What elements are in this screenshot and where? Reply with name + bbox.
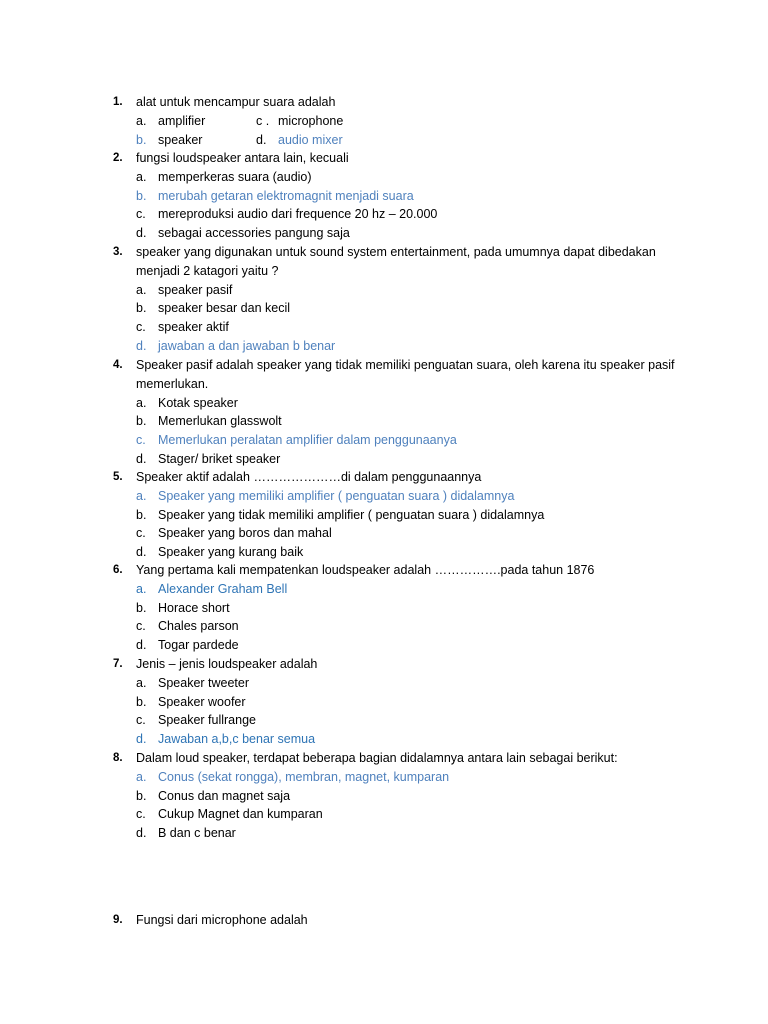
question-6: [113, 561, 678, 655]
question-1: [113, 93, 678, 149]
correct-option: [113, 187, 678, 206]
option-letter: a.: [136, 282, 147, 297]
option: [113, 299, 678, 318]
option-letter: a.: [136, 675, 147, 690]
option-text: speaker besar dan kecil: [158, 301, 291, 316]
option-row: [113, 131, 678, 150]
option: [113, 524, 678, 543]
option-text: microphone: [278, 113, 344, 128]
option-text: memperkeras suara (audio): [158, 169, 312, 184]
option: [113, 617, 678, 636]
option-text: speaker: [158, 132, 203, 147]
option: [113, 787, 678, 806]
option-text: Jawaban a,b,c benar semua: [158, 732, 316, 747]
option-text: Cukup Magnet dan kumparan: [158, 807, 323, 822]
option-letter: d.: [136, 638, 147, 653]
option: [113, 450, 678, 469]
option: [113, 281, 678, 300]
option-text: sebagai accessories pangung saja: [158, 226, 350, 241]
question-5: [113, 468, 678, 562]
question-number: 8.: [113, 752, 123, 764]
option-letter: c.: [136, 526, 146, 541]
option-text: Chales parson: [158, 619, 239, 634]
option: [113, 506, 678, 525]
question-number: 5.: [113, 471, 123, 483]
option-letter: a.: [136, 113, 147, 128]
option-letter: a.: [136, 769, 147, 784]
option-text: Stager/ briket speaker: [158, 451, 281, 466]
option-text: Speaker woofer: [158, 694, 246, 709]
option-letter: d.: [136, 732, 147, 747]
option: [113, 205, 678, 224]
option-text: speaker pasif: [158, 282, 233, 297]
question-number: 4.: [113, 359, 123, 371]
option-letter: c.: [136, 807, 146, 822]
option-letter: c.: [136, 207, 146, 222]
option-text: Memerlukan peralatan amplifier dalam penggunaanya: [158, 433, 457, 448]
option-text: jawaban a dan jawaban b benar: [158, 338, 336, 353]
option-text: mereproduksi audio dari frequence 20 hz – 20.000: [158, 207, 438, 222]
option: [113, 805, 678, 824]
option-text: Speaker yang kurang baik: [158, 545, 304, 560]
option-text: Memerlukan glasswolt: [158, 414, 282, 429]
question-text: Speaker pasif adalah speaker yang tidak memiliki penguatan suara, oleh karena itu speaker pasif memerlukan.: [136, 358, 675, 391]
option-letter: b.: [136, 188, 147, 203]
question-9: [113, 911, 678, 930]
question-8: [113, 749, 678, 843]
option-text: merubah getaran elektromagnit menjadi suara: [158, 188, 414, 203]
option: [113, 168, 678, 187]
option-text: Speaker tweeter: [158, 675, 250, 690]
option-letter: a.: [136, 581, 147, 596]
option-letter: b.: [136, 301, 147, 316]
option-text: B dan c benar: [158, 826, 236, 841]
question-number: 7.: [113, 658, 123, 670]
option-text: Speaker fullrange: [158, 713, 256, 728]
option-letter: d.: [136, 338, 147, 353]
question-number: 3.: [113, 246, 123, 258]
question-text: Fungsi dari microphone adalah: [136, 913, 308, 927]
option-row: [113, 112, 678, 131]
option-letter: a.: [136, 488, 147, 503]
option: [113, 224, 678, 243]
option: [113, 674, 678, 693]
option-letter: c.: [136, 619, 146, 634]
option-letter: b.: [136, 600, 147, 615]
option-letter: d.: [136, 826, 147, 841]
correct-option: [113, 730, 678, 749]
option: [113, 394, 678, 413]
option-text: speaker aktif: [158, 320, 229, 335]
option-letter: c.: [136, 433, 146, 448]
option: [113, 711, 678, 730]
question-number: 1.: [113, 96, 123, 108]
option-letter: d.: [256, 132, 267, 147]
option-text: Togar pardede: [158, 638, 239, 653]
option-letter: a.: [136, 395, 147, 410]
option: [113, 824, 678, 843]
correct-answer-text: audio mixer: [278, 132, 343, 147]
question-7: [113, 655, 678, 749]
question-text: Dalam loud speaker, terdapat beberapa bagian didalamnya antara lain sebagai berikut:: [136, 751, 618, 765]
option-letter: c .: [256, 113, 270, 128]
option-text: Conus (sekat rongga), membran, magnet, kumparan: [158, 769, 450, 784]
option: [113, 636, 678, 655]
question-3: [113, 243, 678, 356]
option-text: Speaker yang boros dan mahal: [158, 526, 332, 541]
option-letter: d.: [136, 545, 147, 560]
option: [113, 318, 678, 337]
option-letter: b.: [136, 788, 147, 803]
option-letter: d.: [136, 451, 147, 466]
correct-option: [113, 580, 678, 599]
question-text: Jenis – jenis loudspeaker adalah: [136, 657, 318, 671]
question-2: [113, 149, 678, 243]
option-letter: b.: [136, 694, 147, 709]
correct-option: [113, 487, 678, 506]
option-letter: b.: [136, 507, 147, 522]
correct-option: [113, 431, 678, 450]
option: [113, 412, 678, 431]
option-text: Conus dan magnet saja: [158, 788, 291, 803]
option-letter: d.: [136, 226, 147, 241]
question-text: Speaker aktif adalah …………………di dalam penggunaannya: [136, 470, 482, 484]
correct-option: [113, 768, 678, 787]
option-text: Speaker yang memiliki amplifier ( penguatan suara ) didalamnya: [158, 488, 515, 503]
option-text: Horace short: [158, 600, 230, 615]
correct-option: [113, 337, 678, 356]
option: [113, 599, 678, 618]
question-text: alat untuk mencampur suara adalah: [136, 95, 336, 109]
option-text: Speaker yang tidak memiliki amplifier ( penguatan suara ) didalamnya: [158, 507, 545, 522]
option-text: amplifier: [158, 113, 206, 128]
option-text: Alexander Graham Bell: [158, 581, 288, 596]
question-text: speaker yang digunakan untuk sound system entertainment, pada umumnya dapat dibedakan menjadi 2 katagori yaitu ?: [136, 245, 656, 278]
option: [113, 543, 678, 562]
option-letter: c.: [136, 713, 146, 728]
option-letter: a.: [136, 169, 147, 184]
option-letter: b.: [136, 414, 147, 429]
question-number: 2.: [113, 152, 123, 164]
question-text: Yang pertama kali mempatenkan loudspeaker adalah …………….pada tahun 1876: [136, 563, 595, 577]
question-text: fungsi loudspeaker antara lain, kecuali: [136, 151, 349, 165]
option-text: Kotak speaker: [158, 395, 238, 410]
option-letter: b.: [136, 132, 147, 147]
question-number: 9.: [113, 914, 123, 926]
question-4: [113, 356, 678, 469]
option: [113, 693, 678, 712]
option-letter: c.: [136, 320, 146, 335]
question-number: 6.: [113, 564, 123, 576]
